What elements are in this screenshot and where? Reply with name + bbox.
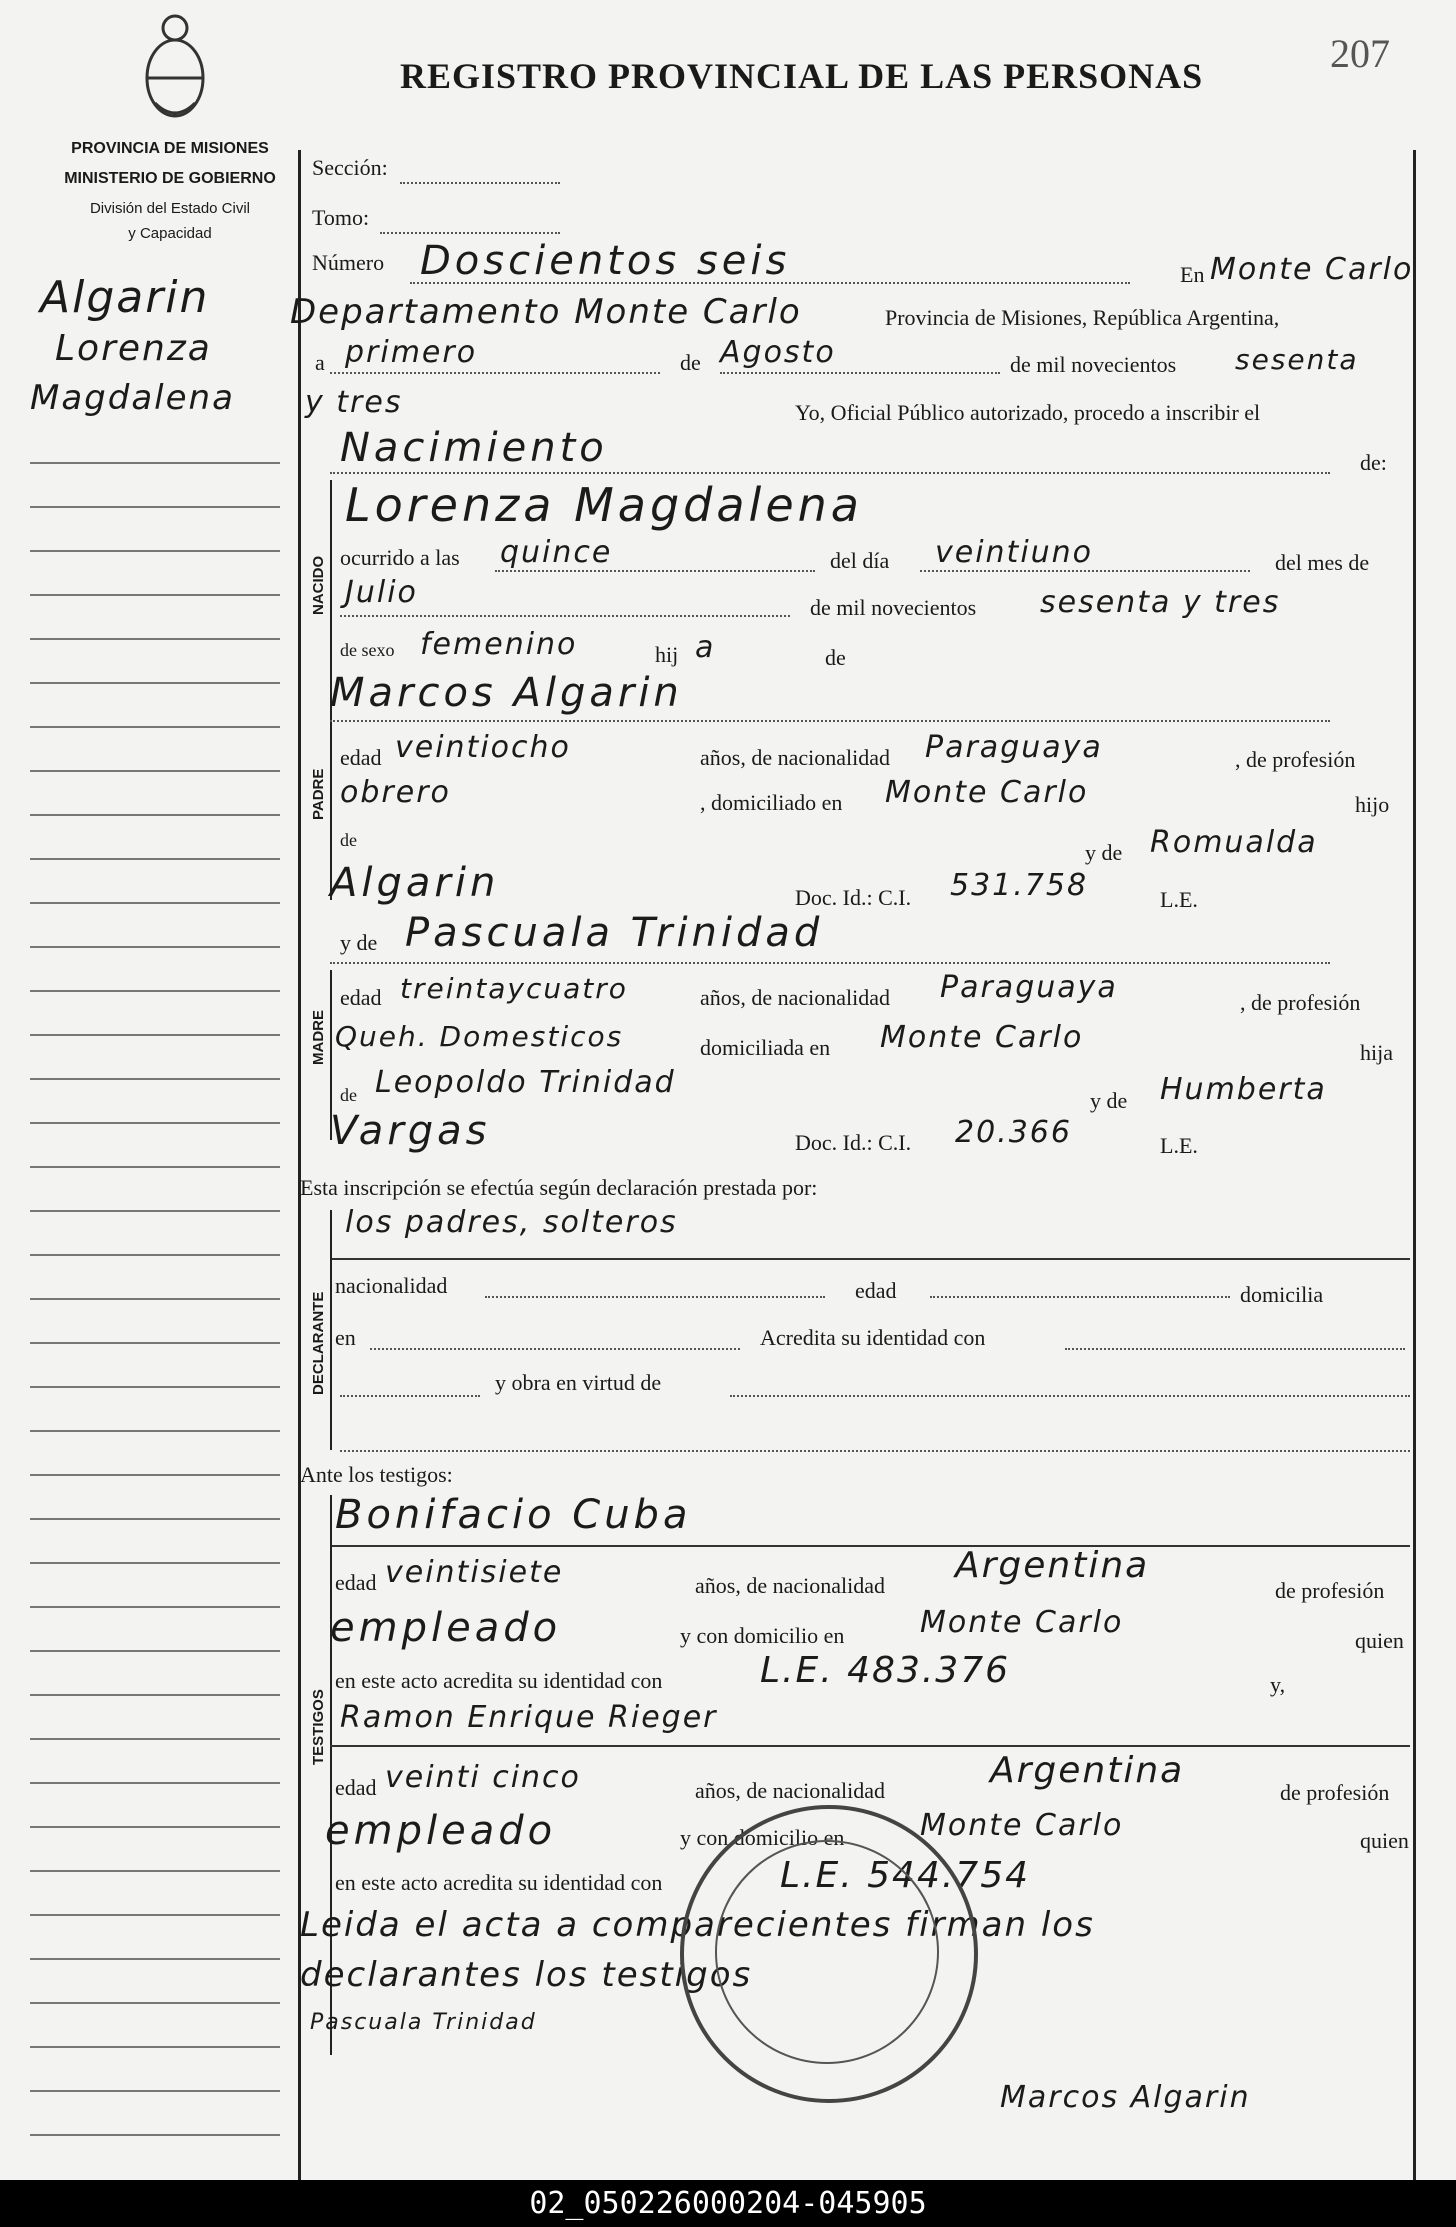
anio2-value: y tres [305, 385, 403, 420]
numero-label: Número [312, 250, 385, 275]
t1-y-label: y, [1270, 1672, 1286, 1697]
madre-apellido: Vargas [330, 1108, 491, 1154]
de-label-2: de [825, 645, 846, 670]
mes-value: Agosto [720, 335, 836, 370]
de-colon: de: [1360, 450, 1387, 475]
madre-de-label: de [340, 1085, 357, 1105]
cierre-signature-2: Marcos Algarin [1000, 2080, 1251, 2115]
numero-value: Doscientos seis [420, 238, 791, 284]
padre-madre-nombre: Romualda [1150, 825, 1318, 860]
padre-apellido: Algarin [330, 860, 500, 906]
declarante-side-label: DECLARANTE [310, 1291, 327, 1395]
cierre-line2: declarantes los testigos [300, 1955, 753, 1995]
declarante-dom-label: domicilia [1240, 1282, 1324, 1307]
madre-prof-label: , de profesión [1240, 990, 1361, 1015]
declarante-edad-label: edad [855, 1278, 897, 1303]
t2-nacionalidad: Argentina [990, 1750, 1185, 1791]
padre-edad-label: edad [340, 745, 382, 770]
left-border [298, 150, 301, 2180]
page-number: 207 [1330, 31, 1390, 76]
margin-surname: Algarin [40, 272, 210, 323]
madre-doc-label: Doc. Id.: C.I. [795, 1130, 912, 1155]
t2-acredita-label: en este acto acredita su identidad con [335, 1870, 663, 1895]
en-value: Monte Carlo [1210, 252, 1414, 287]
t1-doc: L.E. 483.376 [760, 1650, 1011, 1691]
t1-edad-label: edad [335, 1570, 377, 1595]
sexo-value: femenino [420, 627, 578, 662]
t1-acredita-label: en este acto acredita su identidad con [335, 1668, 663, 1693]
madre-edad-label: edad [340, 985, 382, 1010]
madre-padre-nombre: Leopoldo Trinidad [375, 1065, 676, 1100]
t2-quien-label: quien [1360, 1828, 1409, 1853]
tomo-label: Tomo: [312, 205, 370, 230]
t1-nacionalidad: Argentina [955, 1545, 1150, 1586]
t1-dom-label: y con domicilio en [680, 1623, 845, 1648]
oficial-text: Yo, Oficial Público autorizado, procedo a inscribir el [795, 400, 1261, 425]
t2-prof-label: de profesión [1280, 1780, 1390, 1805]
madre-y-de2-label: y de [1090, 1088, 1128, 1113]
padre-hijo-label: hijo [1355, 792, 1390, 817]
t2-nombre: Ramon Enrique Rieger [340, 1700, 718, 1735]
division-line1: División del Estado Civil [89, 200, 251, 217]
padre-y-de-label: y de [1085, 840, 1123, 865]
province-heading: PROVINCIA DE MISIONES [71, 140, 269, 157]
en-label: En [1180, 262, 1205, 287]
t1-quien-label: quien [1355, 1628, 1404, 1653]
t1-profesion: empleado [330, 1605, 562, 1651]
madre-side-label: MADRE [310, 1010, 327, 1065]
ministry-heading: MINISTERIO DE GOBIERNO [64, 170, 276, 187]
padre-le-label: L.E. [1160, 887, 1198, 912]
declarante-nac-label: nacionalidad [335, 1273, 448, 1298]
division-line2: y Capacidad [128, 225, 212, 242]
cierre-signature: Pascuala Trinidad [310, 2010, 537, 2035]
hij-label: hij [655, 642, 679, 667]
provincia-text: Provincia de Misiones, República Argentina, [885, 305, 1280, 330]
t1-nac-label: años, de nacionalidad [695, 1573, 885, 1598]
madre-profesion: Queh. Domesticos [335, 1020, 624, 1053]
t1-nombre: Bonifacio Cuba [335, 1492, 692, 1538]
testigos-intro: Ante los testigos: [300, 1462, 453, 1487]
coat-of-arms-icon [140, 8, 210, 128]
t1-edad: veintisiete [385, 1555, 564, 1590]
declarante-acredita-label: Acredita su identidad con [760, 1325, 986, 1350]
madre-domicilio: Monte Carlo [880, 1020, 1084, 1055]
t1-domicilio: Monte Carlo [920, 1605, 1124, 1640]
padre-doc-label: Doc. Id.: C.I. [795, 885, 912, 910]
t2-doc: L.E. 544.754 [780, 1855, 1031, 1896]
madre-hija-label: hija [1360, 1040, 1393, 1065]
madre-nacionalidad: Paraguaya [940, 970, 1118, 1005]
declarante-obra-label: y obra en virtud de [495, 1370, 662, 1395]
padre-nombre: Marcos Algarin [330, 670, 683, 716]
footer-code: 02_050226000204-045905 [0, 2180, 1456, 2227]
declarante-value: los padres, solteros [345, 1205, 678, 1240]
t2-domicilio: Monte Carlo [920, 1808, 1124, 1843]
madre-nac-label: años, de nacionalidad [700, 985, 890, 1010]
hij-value: a [695, 630, 716, 665]
testigos-side-label: TESTIGOS [310, 1689, 327, 1765]
madre-madre-nombre: Humberta [1160, 1072, 1327, 1107]
padre-nac-label: años, de nacionalidad [700, 745, 890, 770]
madre-le-label: L.E. [1160, 1133, 1198, 1158]
padre-doc: 531.758 [950, 868, 1089, 903]
mil-label-2: de mil novecientos [810, 595, 977, 620]
dia-value: primero [345, 335, 478, 370]
right-border [1413, 150, 1416, 2180]
declarante-intro: Esta inscripción se efectúa según declaración prestada por: [300, 1175, 818, 1200]
padre-nacionalidad: Paraguaya [925, 730, 1103, 765]
padre-domicilio: Monte Carlo [885, 775, 1089, 810]
acto-value: Nacimiento [340, 425, 608, 471]
mes-nacimiento: Julio [345, 575, 418, 610]
t2-profesion: empleado [325, 1808, 557, 1854]
t1-prof-label: de profesión [1275, 1578, 1385, 1603]
anio-nacimiento: sesenta y tres [1040, 585, 1281, 620]
margin-middle-name: Magdalena [30, 378, 235, 418]
cierre-line1: Leida el acta a comparecientes firman los [300, 1905, 1095, 1945]
padre-side-label: PADRE [310, 768, 327, 820]
padre-prof-label: , de profesión [1235, 747, 1356, 772]
madre-y-de-label: y de [340, 930, 378, 955]
mil-label: de mil novecientos [1010, 352, 1177, 377]
ocurrido-label: ocurrido a las [340, 545, 460, 570]
seccion-label: Sección: [312, 155, 388, 180]
padre-profesion: obrero [340, 775, 451, 810]
document-title: REGISTRO PROVINCIAL DE LAS PERSONAS [400, 56, 1204, 96]
t2-nac-label: años, de nacionalidad [695, 1778, 885, 1803]
padre-dom-label: , domiciliado en [700, 790, 843, 815]
madre-dom-label: domiciliada en [700, 1035, 831, 1060]
madre-doc: 20.366 [955, 1115, 1072, 1150]
sexo-label: de sexo [340, 640, 395, 660]
t2-dom-label: y con domicilio en [680, 1825, 845, 1850]
del-mes-label: del mes de [1275, 550, 1370, 575]
t2-edad-label: edad [335, 1775, 377, 1800]
anio-value: sesenta [1235, 343, 1359, 376]
hora-value: quince [500, 535, 613, 570]
del-dia-label: del día [830, 548, 890, 573]
de-label: de [680, 350, 701, 375]
a-label: a [315, 350, 325, 375]
t2-edad: veinti cinco [385, 1760, 581, 1795]
madre-nombre: Pascuala Trinidad [405, 910, 824, 956]
madre-edad: treintaycuatro [400, 972, 628, 1005]
margin-ruled-lines [30, 420, 280, 2170]
declarante-en-label: en [335, 1325, 356, 1350]
margin-first-name: Lorenza [55, 328, 212, 369]
official-stamp-inner [715, 1840, 939, 2064]
padre-edad: veintiocho [395, 730, 571, 765]
departamento-value: Departamento Monte Carlo [290, 292, 802, 332]
nacido-nombre: Lorenza Magdalena [345, 478, 863, 532]
padre-de-label: de [340, 830, 357, 850]
nacido-side-label: NACIDO [310, 555, 327, 615]
dia-nacimiento: veintiuno [935, 535, 1094, 570]
